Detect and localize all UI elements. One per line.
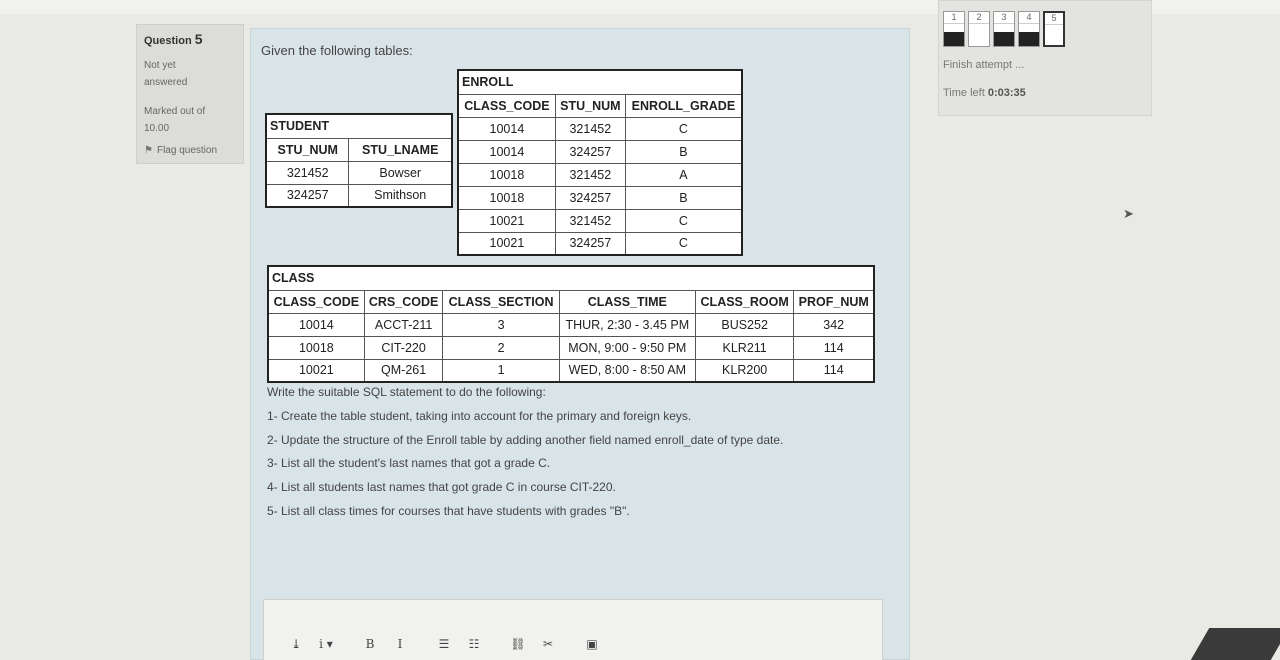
instructions bbox=[267, 384, 867, 527]
class-header-row bbox=[268, 290, 874, 313]
enroll-table bbox=[457, 69, 743, 256]
question-title bbox=[144, 31, 236, 47]
student-header-row bbox=[266, 138, 452, 161]
class-cell: QM-261 bbox=[364, 359, 443, 382]
marks-value: 10.00 bbox=[144, 123, 170, 134]
time-left bbox=[943, 87, 1026, 99]
quiz-nav-number: 2 bbox=[969, 12, 989, 24]
class-cell: WED, 8:00 - 8:50 AM bbox=[559, 359, 695, 382]
image-button[interactable] bbox=[580, 634, 604, 654]
student-cell: Bowser bbox=[349, 161, 452, 184]
bullet-list-button[interactable] bbox=[432, 634, 456, 654]
class-row bbox=[268, 313, 874, 336]
quiz-navigation-panel bbox=[938, 0, 1152, 116]
bullet-list-icon: ☰ bbox=[438, 637, 450, 651]
class-cell: 342 bbox=[794, 313, 874, 336]
enroll-cell: 321452 bbox=[555, 117, 625, 140]
enroll-header-cell: CLASS_CODE bbox=[458, 94, 555, 117]
instructions-lead: Write the suitable SQL statement to do the following: bbox=[267, 385, 546, 399]
class-cell: 2 bbox=[443, 336, 559, 359]
flag-label: Flag question bbox=[156, 145, 218, 156]
student-caption: STUDENT bbox=[266, 114, 452, 138]
flag-question-link[interactable] bbox=[144, 145, 236, 156]
enroll-cell: 324257 bbox=[555, 186, 625, 209]
quiz-nav-button-3[interactable] bbox=[993, 11, 1015, 47]
enroll-cell: B bbox=[625, 186, 742, 209]
question-marks bbox=[144, 103, 236, 137]
instruction-item: 3- List all the student's last names that got a grade C. bbox=[267, 456, 551, 471]
info-button[interactable] bbox=[314, 634, 338, 654]
quiz-nav-buttons bbox=[943, 11, 1065, 47]
quiz-nav-button-5[interactable] bbox=[1043, 11, 1065, 47]
numbered-list-button[interactable] bbox=[462, 634, 486, 654]
student-table bbox=[265, 113, 453, 208]
enroll-cell: C bbox=[625, 209, 742, 232]
bold-button[interactable] bbox=[358, 634, 382, 654]
student-cell: Smithson bbox=[349, 184, 452, 207]
enroll-cell: 324257 bbox=[555, 140, 625, 163]
class-cell: ACCT-211 bbox=[364, 313, 443, 336]
enroll-cell: 10021 bbox=[458, 209, 555, 232]
enroll-cell: 324257 bbox=[555, 232, 625, 255]
unlink-icon: ✂ bbox=[542, 637, 554, 651]
enroll-cell: 10014 bbox=[458, 140, 555, 163]
enroll-cell: 10018 bbox=[458, 163, 555, 186]
instruction-item: 4- List all students last names that got grade C in course CIT-220. bbox=[267, 480, 616, 495]
quiz-nav-button-1[interactable] bbox=[943, 11, 965, 47]
enroll-cell: B bbox=[625, 140, 742, 163]
instruction-item: 5- List all class times for courses that have students with grades "B". bbox=[267, 503, 630, 518]
class-cell: 10021 bbox=[268, 359, 364, 382]
class-cell: THUR, 2:30 - 3.45 PM bbox=[559, 313, 695, 336]
enroll-row bbox=[458, 140, 742, 163]
bold-icon: B bbox=[365, 637, 375, 651]
enroll-row bbox=[458, 209, 742, 232]
expand-icon: ⤓ bbox=[290, 637, 302, 651]
student-cell: 321452 bbox=[266, 161, 349, 184]
class-cell: 114 bbox=[794, 336, 874, 359]
class-cell: BUS252 bbox=[695, 313, 794, 336]
class-row bbox=[268, 359, 874, 382]
class-caption: CLASS bbox=[268, 266, 874, 290]
enroll-row bbox=[458, 163, 742, 186]
quiz-nav-button-2[interactable] bbox=[968, 11, 990, 47]
answer-editor[interactable] bbox=[263, 599, 883, 660]
answered-indicator bbox=[1019, 32, 1039, 46]
time-left-label: Time left bbox=[943, 87, 985, 99]
enroll-cell: 321452 bbox=[555, 163, 625, 186]
expand-button[interactable] bbox=[284, 634, 308, 654]
time-left-value: 0:03:35 bbox=[987, 87, 1026, 99]
class-cell: CIT-220 bbox=[364, 336, 443, 359]
class-cell: MON, 9:00 - 9:50 PM bbox=[559, 336, 695, 359]
numbered-list-icon: ☷ bbox=[468, 637, 480, 651]
question-label: Question bbox=[144, 35, 192, 47]
instruction-item: 2- Update the structure of the Enroll table by adding another field named enroll_date of type date. bbox=[267, 432, 784, 447]
flag-icon: ⚑ bbox=[144, 145, 153, 156]
link-button[interactable] bbox=[506, 634, 530, 654]
student-header-cell: STU_NUM bbox=[266, 138, 349, 161]
answered-indicator bbox=[944, 32, 964, 46]
italic-icon: I bbox=[397, 637, 403, 651]
unlink-button[interactable] bbox=[536, 634, 560, 654]
mouse-cursor-icon: ➤ bbox=[1123, 206, 1134, 221]
quiz-nav-number: 1 bbox=[944, 12, 964, 24]
enroll-cell: 321452 bbox=[555, 209, 625, 232]
instruction-item: 1- Create the table student, taking into account for the primary and foreign keys. bbox=[267, 408, 692, 423]
class-cell: 10018 bbox=[268, 336, 364, 359]
enroll-caption: ENROLL bbox=[458, 70, 742, 94]
class-cell: 3 bbox=[443, 313, 559, 336]
question-number: 5 bbox=[194, 31, 203, 47]
student-header-cell: STU_LNAME bbox=[349, 138, 452, 161]
question-intro: Given the following tables: bbox=[261, 43, 413, 58]
enroll-cell: C bbox=[625, 232, 742, 255]
quiz-nav-button-4[interactable] bbox=[1018, 11, 1040, 47]
question-content bbox=[250, 28, 910, 660]
class-header-cell: CRS_CODE bbox=[364, 290, 443, 313]
quiz-nav-number: 3 bbox=[994, 12, 1014, 24]
enroll-cell: A bbox=[625, 163, 742, 186]
enroll-cell: 10018 bbox=[458, 186, 555, 209]
class-header-cell: CLASS_CODE bbox=[268, 290, 364, 313]
class-cell: 10014 bbox=[268, 313, 364, 336]
enroll-cell: 10014 bbox=[458, 117, 555, 140]
class-cell: 114 bbox=[794, 359, 874, 382]
quiz-nav-number: 5 bbox=[1045, 13, 1063, 25]
student-cell: 324257 bbox=[266, 184, 349, 207]
class-header-cell: CLASS_TIME bbox=[559, 290, 695, 313]
class-header-cell: PROF_NUM bbox=[794, 290, 874, 313]
enroll-header-row bbox=[458, 94, 742, 117]
enroll-cell: 10021 bbox=[458, 232, 555, 255]
class-table bbox=[267, 265, 875, 383]
class-cell: 1 bbox=[443, 359, 559, 382]
enroll-row bbox=[458, 232, 742, 255]
marks-label: Marked out of bbox=[144, 106, 206, 117]
italic-button[interactable] bbox=[388, 634, 412, 654]
question-state: Not yet answered bbox=[144, 60, 188, 88]
enroll-header-cell: STU_NUM bbox=[555, 94, 625, 117]
class-header-cell: CLASS_SECTION bbox=[443, 290, 559, 313]
class-cell: KLR200 bbox=[695, 359, 794, 382]
enroll-cell: C bbox=[625, 117, 742, 140]
student-row bbox=[266, 184, 452, 207]
link-icon: ⛓ bbox=[510, 637, 526, 651]
enroll-header-cell: ENROLL_GRADE bbox=[625, 94, 742, 117]
enroll-row bbox=[458, 186, 742, 209]
finish-attempt-link[interactable]: Finish attempt ... bbox=[943, 59, 1025, 71]
quiz-nav-number: 4 bbox=[1019, 12, 1039, 24]
question-info-panel bbox=[136, 24, 244, 164]
info-icon: i ▾ bbox=[319, 637, 333, 651]
image-icon: ▣ bbox=[586, 637, 598, 651]
class-cell: KLR211 bbox=[695, 336, 794, 359]
enroll-row bbox=[458, 117, 742, 140]
student-row bbox=[266, 161, 452, 184]
editor-toolbar bbox=[284, 634, 604, 654]
answered-indicator bbox=[994, 32, 1014, 46]
class-header-cell: CLASS_ROOM bbox=[695, 290, 794, 313]
class-row bbox=[268, 336, 874, 359]
